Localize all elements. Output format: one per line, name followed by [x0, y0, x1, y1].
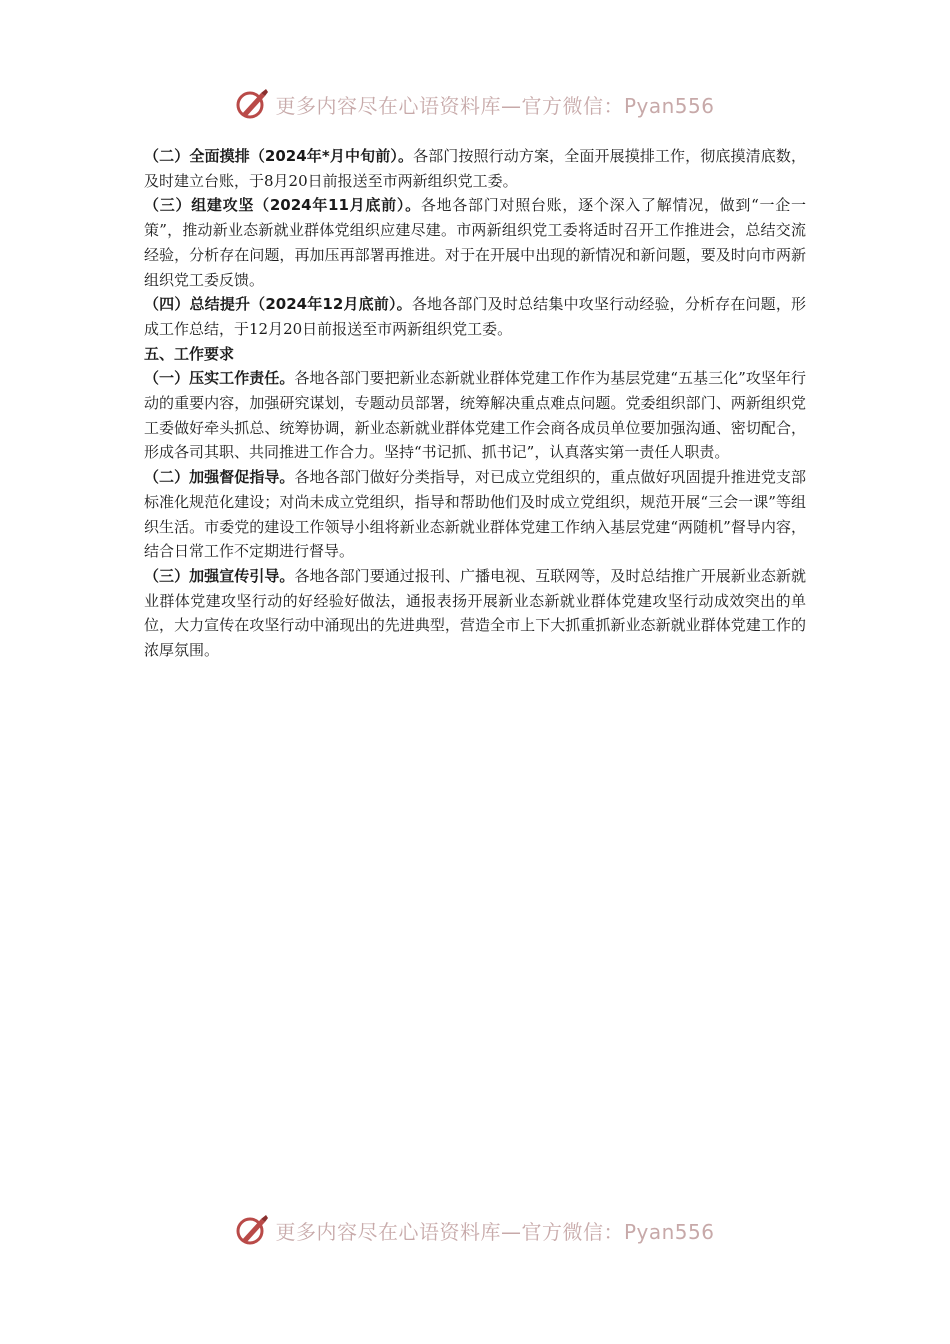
- paragraph-lead: （三）组建攻坚（2024年11月底前）。: [144, 196, 421, 215]
- requirement-text: 各地各部门要把新业态新就业群体党建工作作为基层党建“五基三化”攻坚年行动的重要内容，加强研究谋划，专题动员部署，统筹解决重点难点问题。党委组织部门、两新组织党工委做好牵头抓总、统筹协调，新业态新就业群体党建工作会商各成员单位要加强沟通、密切配合，形成各司其职、共同推进工作合力。坚持“书记抓、抓书记”，认真落实第一责任人职责。: [144, 369, 806, 462]
- requirement-1: [144, 366, 806, 465]
- requirement-3: [144, 564, 806, 663]
- paragraph-lead: （二）全面摸排（2024年*月中旬前）。: [144, 147, 414, 165]
- header-watermark-banner: [0, 84, 950, 124]
- paragraph-lead: （四）总结提升（2024年12月底前）。: [144, 295, 412, 314]
- paragraph-text: 各地各部门对照台账，逐个深入了解情况，做到“一企一策”，推动新业态新就业群体党组织应建尽建。市两新组织党工委将适时召开工作推进会，总结交流经验，分析存在问题，再加压再部署再推进。对于在开展中出现的新情况和新问题，要及时向市两新组织党工委反馈。: [144, 196, 807, 289]
- requirement-text: 各地各部门做好分类指导，对已成立党组织的，重点做好巩固提升推进党支部标准化规范化建设；对尚未成立党组织，指导和帮助他们及时成立党组织，规范开展“三会一课”等组织生活。市委党的建设工作领导小组将新业态新就业群体党建工作纳入基层党建“两随机”督导内容，结合日常工作不定期进行督导。: [144, 468, 806, 561]
- requirement-lead: （三）加强宣传引导。: [144, 566, 295, 585]
- pen-circle-logo-icon: [235, 87, 269, 121]
- requirement-2: [144, 465, 806, 564]
- banner-text: 更多内容尽在心语资料库—官方微信：Pyan556: [275, 1219, 715, 1244]
- banner-text: 更多内容尽在心语资料库—官方微信：Pyan556: [275, 93, 715, 118]
- paragraph-phase-4: [144, 292, 806, 341]
- requirement-text: 各地各部门要通过报刊、广播电视、互联网等，及时总结推广开展新业态新就业群体党建攻坚行动的好经验好做法，通报表扬开展新业态新就业群体党建攻坚行动成效突出的单位，大力宣传在攻坚行动中涌现出的先进典型，营造全市上下大抓重抓新业态新就业群体党建工作的浓厚氛围。: [144, 566, 806, 660]
- paragraph-text: 各部门按照行动方案，全面开展摸排工作，彻底摸清底数，及时建立台账，于8月20日前报送至市两新组织党工委。: [144, 147, 806, 190]
- paragraph-phase-2: [144, 144, 806, 193]
- paragraph-phase-3: [144, 193, 806, 292]
- paragraph-text: 各地各部门及时总结集中攻坚行动经验，分析存在问题，形成工作总结，于12月20日前报送至市两新组织党工委。: [144, 295, 806, 338]
- footer-watermark-banner: [0, 1210, 950, 1250]
- requirement-lead: （一）压实工作责任。: [144, 369, 295, 388]
- requirement-lead: （二）加强督促指导。: [144, 468, 295, 487]
- document-body: [144, 144, 806, 663]
- section-heading: 五、工作要求: [144, 344, 235, 363]
- pen-circle-logo-icon: [235, 1213, 269, 1247]
